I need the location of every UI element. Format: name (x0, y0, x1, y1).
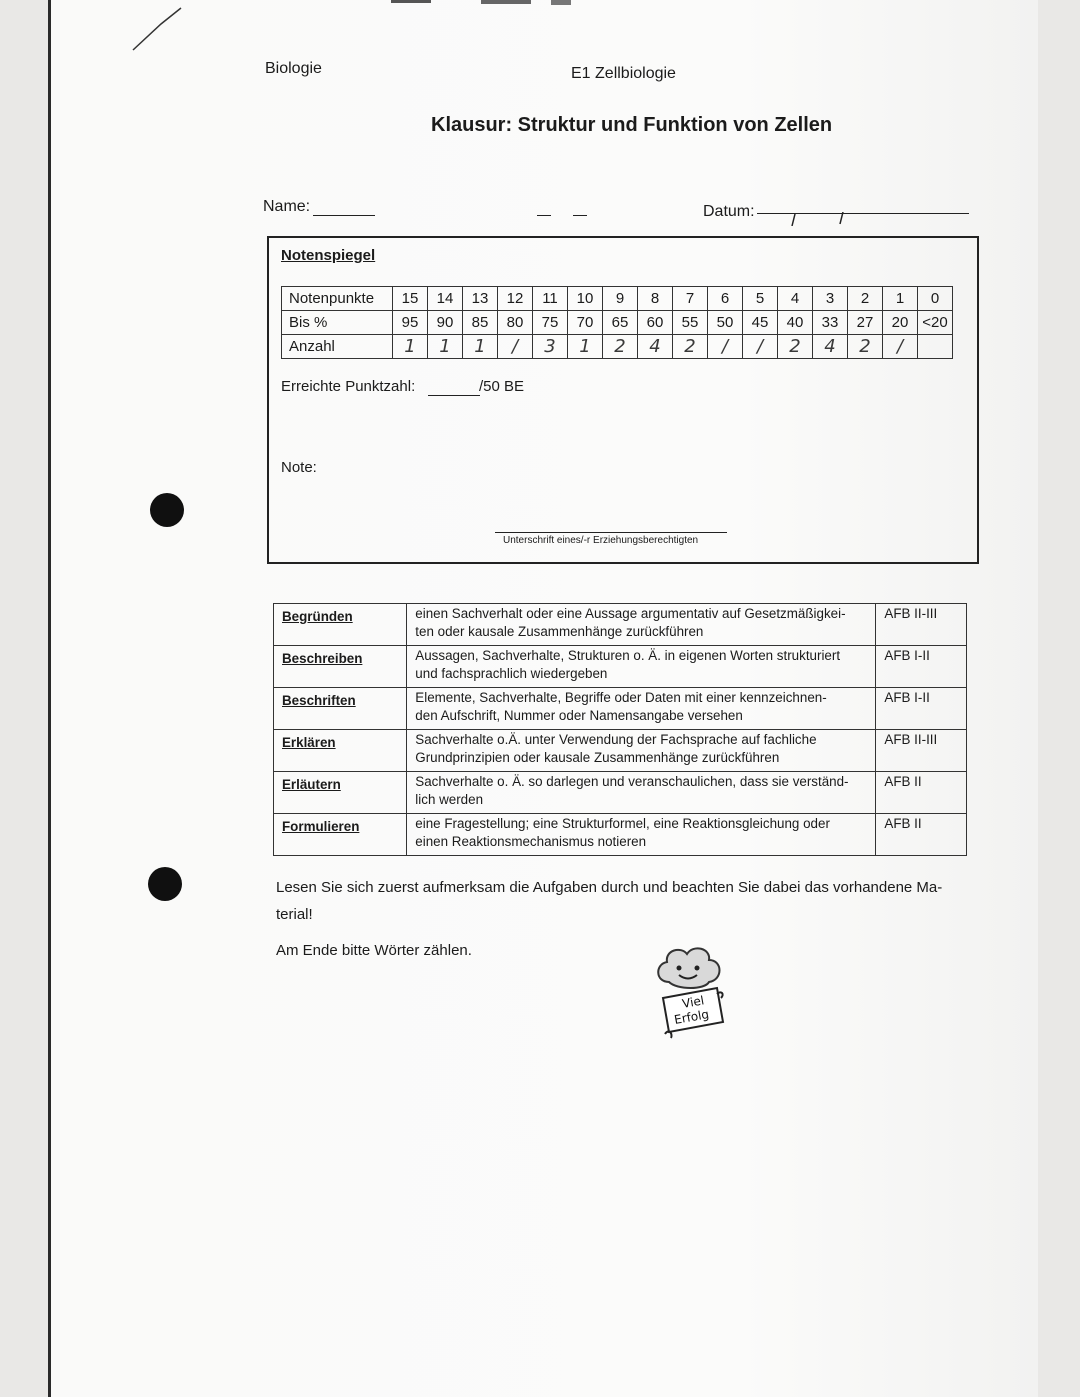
top-edge-marks (351, 0, 611, 8)
grade-cell: 95 (393, 311, 428, 335)
operator-description-line: einen Reaktionsmechanismus notieren (415, 834, 647, 849)
grade-row (282, 335, 953, 359)
operator-description (407, 730, 876, 772)
operator-description-line: einen Sachverhalt oder eine Aussage argumentativ auf Gesetzmäßigkei- (415, 606, 846, 621)
grade-cell: 60 (638, 311, 673, 335)
notenspiegel-heading: Notenspiegel (281, 247, 376, 264)
grade-cell: 1 (463, 335, 498, 359)
operator-row (274, 772, 967, 814)
signature-line[interactable] (495, 532, 727, 533)
operator-description (407, 814, 876, 856)
instruction-text: Lesen Sie sich zuerst aufmerksam die Aufgaben durch und beachten Sie dabei das vorhandene Ma-terial! (276, 879, 943, 923)
operator-afb: AFB I-II (876, 646, 967, 688)
notenspiegel-box (267, 236, 979, 564)
grade-label: Note: (281, 459, 317, 476)
grade-cell: 90 (428, 311, 463, 335)
grade-cell: 50 (708, 311, 743, 335)
grade-cell: 14 (428, 287, 463, 311)
operator-description-line: den Aufschrift, Nummer oder Namensangabe versehen (415, 708, 743, 723)
word-count-note: Am Ende bitte Wörter zählen. (276, 942, 472, 959)
operator-row (274, 646, 967, 688)
grade-cell: 12 (498, 287, 533, 311)
grade-cell: 75 (533, 311, 568, 335)
grade-cell: 2 (673, 335, 708, 359)
grade-cell: 65 (603, 311, 638, 335)
operator-description-line: lich werden (415, 792, 484, 807)
grade-row-label: Anzahl (282, 335, 393, 359)
score-max: /50 BE (479, 378, 525, 395)
punch-hole (148, 867, 182, 901)
grade-cell: 40 (778, 311, 813, 335)
operator-afb: AFB I-II (876, 688, 967, 730)
operator-description-line: Aussagen, Sachverhalte, Strukturen o. Ä. in eigenen Worten strukturiert (415, 648, 841, 663)
grade-cell: 80 (498, 311, 533, 335)
score-field[interactable] (428, 395, 480, 396)
operator-description-line: eine Fragestellung; eine Strukturformel, eine Reaktionsgleichung oder (415, 816, 830, 831)
grade-cell: 3 (533, 335, 568, 359)
grade-cell: 4 (813, 335, 848, 359)
grade-cell: 7 (673, 287, 708, 311)
grade-row (282, 287, 953, 311)
grade-cell: 4 (638, 335, 673, 359)
operator-afb: AFB II-III (876, 604, 967, 646)
grade-row-label: Notenpunkte (282, 287, 393, 311)
date-label: Datum: (703, 203, 755, 220)
pen-scribble (131, 6, 183, 66)
grade-cell: 20 (883, 311, 918, 335)
operator-afb: AFB II (876, 814, 967, 856)
operator-description-line: Sachverhalte o.Ä. unter Verwendung der Fachsprache auf fachliche (415, 732, 817, 747)
signature-caption: Unterschrift eines/-r Erziehungsberechtigten (503, 535, 699, 546)
operator-description (407, 646, 876, 688)
operator-row (274, 730, 967, 772)
grade-cell: / (883, 335, 918, 359)
sticker-text-1: Viel (681, 993, 706, 1011)
grade-cell: 2 (848, 335, 883, 359)
grade-row-label: Bis % (282, 311, 393, 335)
exam-title: Klausur: Struktur und Funktion von Zellen (431, 114, 833, 136)
operator-term: Erklären (274, 730, 407, 772)
grade-cell: 1 (883, 287, 918, 311)
operator-row (274, 604, 967, 646)
grade-cell: 15 (393, 287, 428, 311)
operator-term: Formulieren (274, 814, 407, 856)
grade-cell: 3 (813, 287, 848, 311)
grade-cell: 2 (603, 335, 638, 359)
operator-description-line: Elemente, Sachverhalte, Begriffe oder Daten mit einer kennzeichnen- (415, 690, 827, 705)
grade-cell: 1 (568, 335, 603, 359)
grade-cell: 4 (778, 287, 813, 311)
good-luck-sticker-icon (647, 942, 731, 1040)
exam-page (48, 0, 1038, 1397)
grade-cell: 11 (533, 287, 568, 311)
punch-hole (150, 493, 184, 527)
grade-cell: 6 (708, 287, 743, 311)
grade-cell: 0 (918, 287, 953, 311)
operator-row (274, 814, 967, 856)
grade-cell: 10 (568, 287, 603, 311)
grade-cell: 9 (603, 287, 638, 311)
operator-description (407, 688, 876, 730)
grade-table (281, 286, 953, 359)
grade-row (282, 311, 953, 335)
grade-cell: 1 (393, 335, 428, 359)
grade-cell: <20 (918, 311, 953, 335)
grade-cell: 2 (778, 335, 813, 359)
grade-cell: 13 (463, 287, 498, 311)
operator-description (407, 604, 876, 646)
operator-table (273, 603, 967, 856)
grade-cell: / (743, 335, 778, 359)
operator-description-line: Grundprinzipien oder kausale Zusammenhänge zurückführen (415, 750, 780, 765)
divider-dash (537, 215, 551, 216)
grade-cell: 33 (813, 311, 848, 335)
grade-cell: / (498, 335, 533, 359)
operator-afb: AFB II (876, 772, 967, 814)
grade-cell: 2 (848, 287, 883, 311)
name-field[interactable] (313, 215, 375, 216)
operator-term: Erläutern (274, 772, 407, 814)
divider-dash (573, 215, 587, 216)
grade-cell: 85 (463, 311, 498, 335)
operator-term: Beschriften (274, 688, 407, 730)
subject-label: Biologie (265, 60, 322, 77)
operator-term: Beschreiben (274, 646, 407, 688)
operator-description-line: ten oder kausale Zusammenhänge zurückführen (415, 624, 704, 639)
score-label: Erreichte Punktzahl: (281, 378, 416, 395)
grade-cell: 27 (848, 311, 883, 335)
grade-cell: 8 (638, 287, 673, 311)
operator-term: Begründen (274, 604, 407, 646)
grade-cell: 45 (743, 311, 778, 335)
grade-cell: / (708, 335, 743, 359)
date-separators (781, 212, 851, 226)
operator-description (407, 772, 876, 814)
name-label: Name: (263, 198, 311, 215)
grade-cell: 1 (428, 335, 463, 359)
operator-description-line: Sachverhalte o. Ä. so darlegen und veranschaulichen, dass sie verständ- (415, 774, 849, 789)
grade-cell: 70 (568, 311, 603, 335)
operator-description-line: und fachsprachlich wiedergeben (415, 666, 608, 681)
sticker-text-2: Erfolg (673, 1007, 711, 1027)
grade-cell: 5 (743, 287, 778, 311)
grade-cell: 55 (673, 311, 708, 335)
grade-cell (918, 335, 953, 359)
unit-label: E1 Zellbiologie (571, 65, 676, 82)
operator-afb: AFB II-III (876, 730, 967, 772)
operator-row (274, 688, 967, 730)
